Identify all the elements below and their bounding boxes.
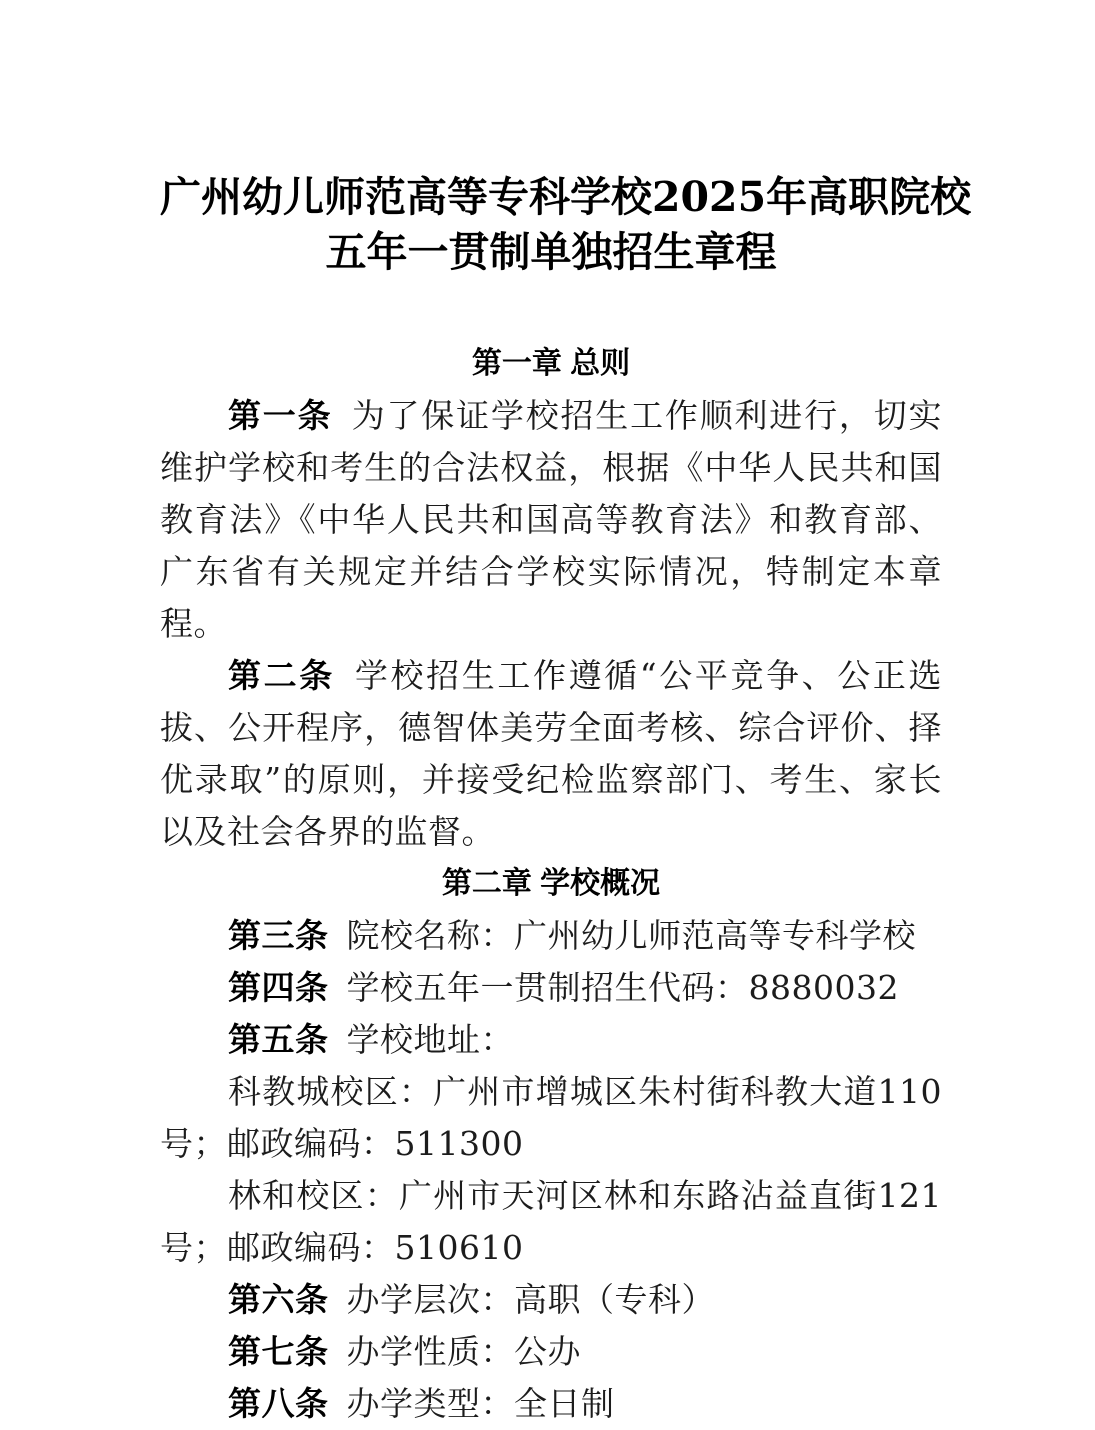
article-3 <box>160 910 942 962</box>
article-1 <box>160 390 942 650</box>
title-line-1: 广州幼儿师范高等专科学校2025年高职院校 <box>160 173 972 221</box>
article-4-label: 第四条 <box>228 968 329 1007</box>
article-2 <box>160 650 942 858</box>
chapter-heading-2: 第二章 学校概况 <box>441 867 661 900</box>
article-6-text: 办学层次：高职（专科） <box>346 1280 715 1319</box>
article-7-label: 第七条 <box>228 1332 329 1371</box>
article-4 <box>160 962 942 1014</box>
article-2-text: 学校招生工作遵循“公平竞争、公正选拔、公开程序，德智体美劳全面考核、综合评价、择优录取”的原则，并接受纪检监察部门、考生、家长以及社会各界的监督。 <box>160 656 943 851</box>
address-line-linhe: 林和校区：广州市天河区林和东路沾益直街121号；邮政编码：510610 <box>160 1176 942 1267</box>
article-8-label: 第八条 <box>228 1384 329 1423</box>
article-4-text: 学校五年一贯制招生代码：8880032 <box>346 968 899 1007</box>
article-1-label: 第一条 <box>228 396 333 435</box>
article-3-text: 院校名称：广州幼儿师范高等专科学校 <box>346 916 916 955</box>
chapter-heading-1: 第一章 总则 <box>471 347 631 380</box>
article-5-text: 学校地址： <box>346 1020 514 1059</box>
address-line-kejiaocheng: 科教城校区：广州市增城区朱村街科教大道110号；邮政编码：511300 <box>160 1072 942 1163</box>
article-7-text: 办学性质：公办 <box>346 1332 581 1371</box>
article-2-label: 第二条 <box>228 656 335 695</box>
article-7 <box>160 1326 942 1378</box>
article-5-label: 第五条 <box>228 1020 329 1059</box>
article-3-label: 第三条 <box>228 916 329 955</box>
document-content <box>160 0 972 1430</box>
article-6-label: 第六条 <box>228 1280 329 1319</box>
article-5 <box>160 1014 942 1066</box>
title-line-2: 五年一贯制单独招生章程 <box>325 228 777 276</box>
article-6 <box>160 1274 942 1326</box>
page-title <box>160 0 972 280</box>
article-8 <box>160 1378 942 1430</box>
article-1-text: 为了保证学校招生工作顺利进行，切实维护学校和考生的合法权益，根据《中华人民共和国教育法》《中华人民共和国高等教育法》和教育部、广东省有关规定并结合学校实际情况，特制定本章程。 <box>160 396 943 643</box>
article-8-text: 办学类型：全日制 <box>346 1384 615 1423</box>
